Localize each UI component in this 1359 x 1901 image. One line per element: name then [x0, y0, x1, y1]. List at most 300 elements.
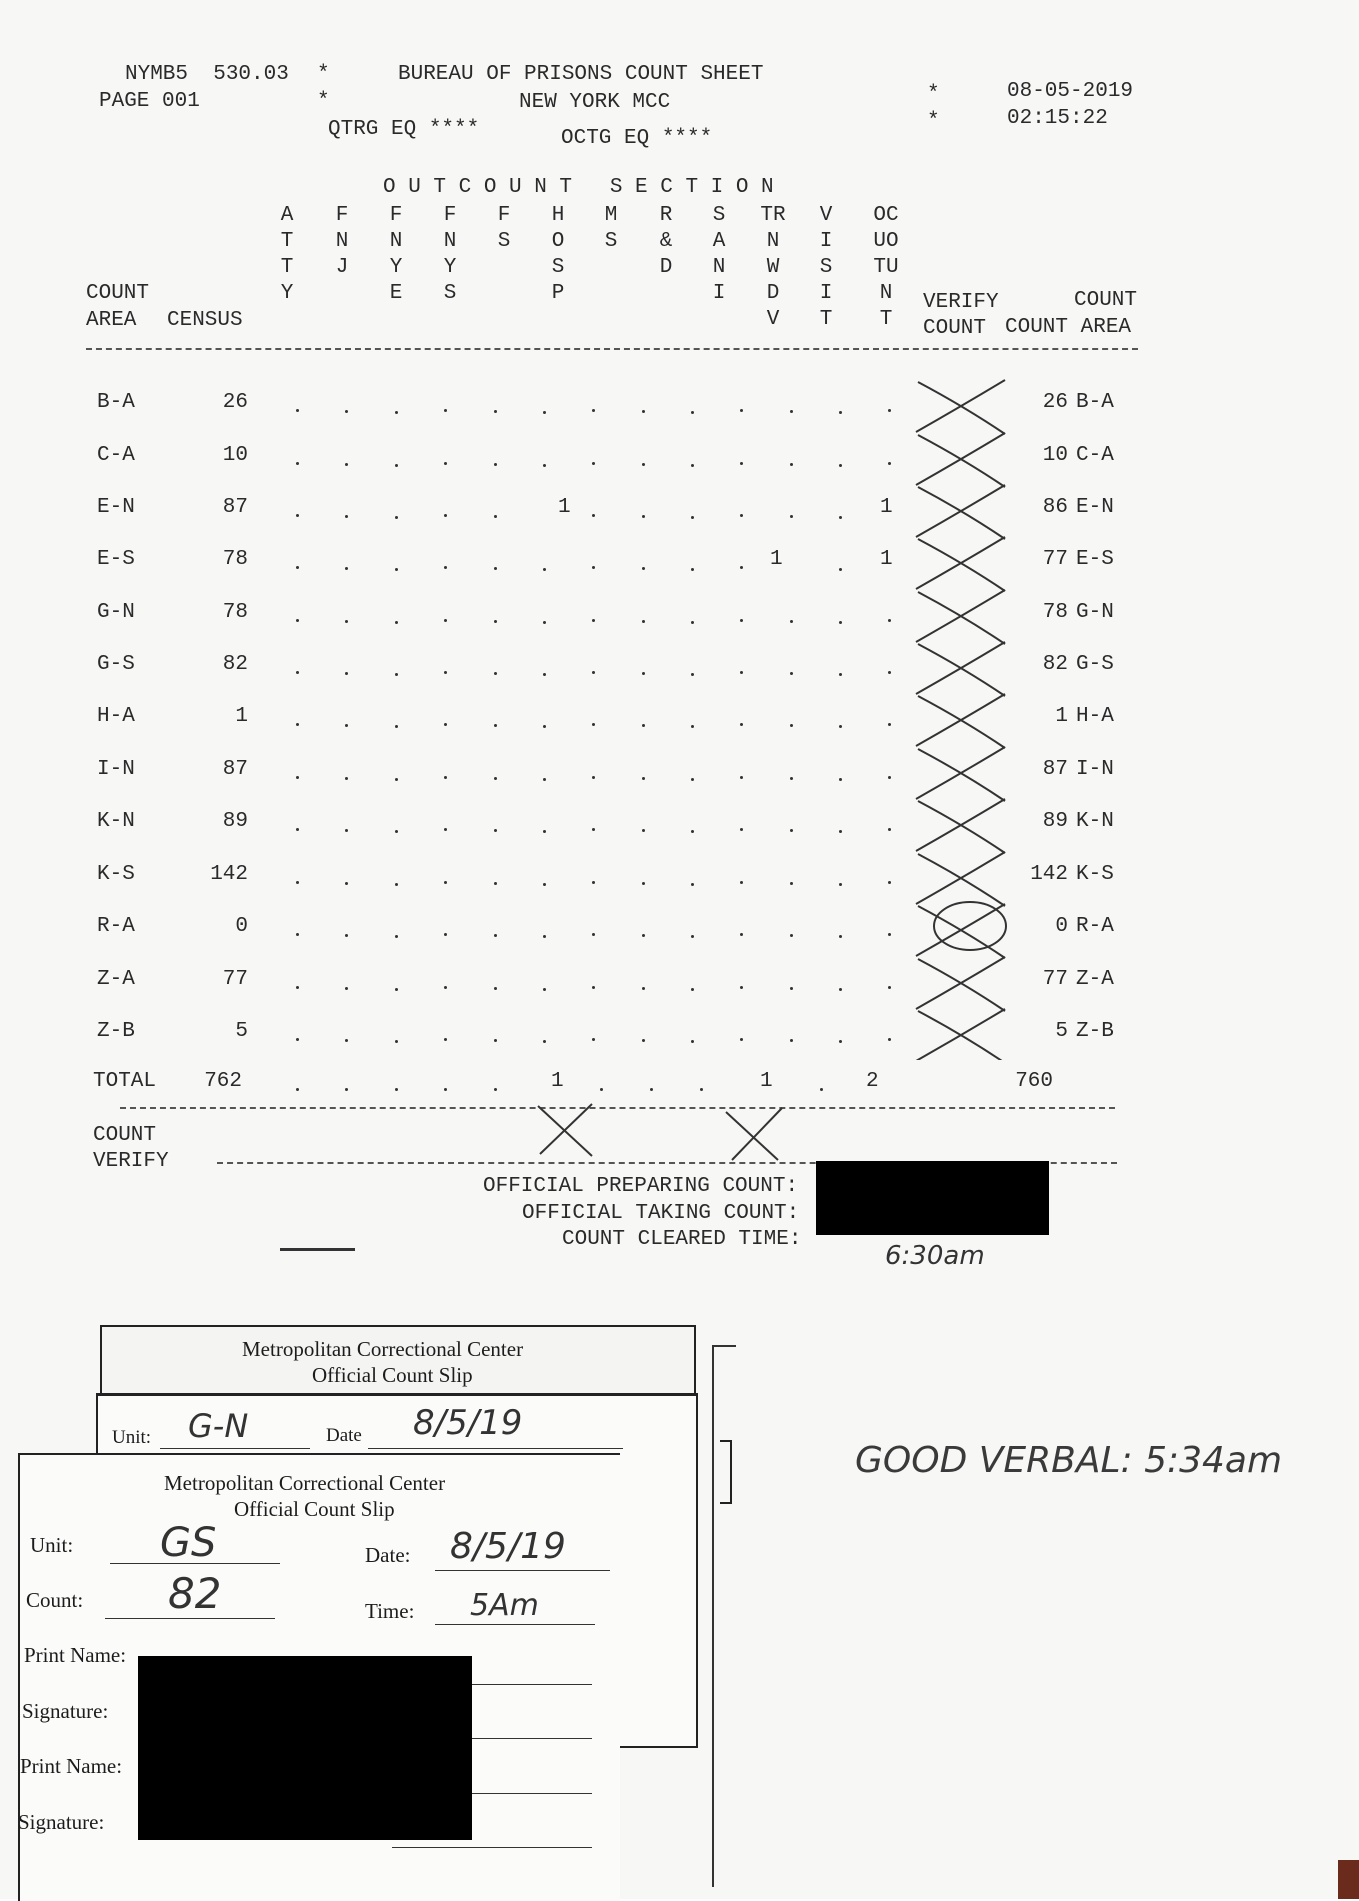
leader-dot [740, 776, 743, 779]
row-count-area: I-N [97, 758, 135, 781]
total-hosp: 1 [551, 1070, 564, 1093]
leader-dot [296, 881, 299, 884]
outcount-column-header-letter: V [766, 308, 780, 331]
total-count: 760 [1015, 1070, 1053, 1093]
leader-dot [691, 935, 694, 938]
verify-count-label: VERIFY [923, 291, 999, 314]
row-count: 89 [1042, 810, 1069, 833]
leader-dot [395, 988, 398, 991]
row-census: 78 [222, 601, 249, 624]
leader-dot [888, 828, 891, 831]
leader-dot [543, 1040, 546, 1043]
row-count-area: B-A [97, 391, 135, 414]
leader-dot [740, 986, 743, 989]
row-census: 78 [222, 548, 249, 571]
leader-dot [592, 828, 595, 831]
leader-dot [395, 883, 398, 886]
outcount-section-title: O U T C O U N T S E C T I O N [383, 176, 774, 199]
row-count-area: G-N [97, 601, 135, 624]
leader-dot [740, 671, 743, 674]
outcount-column-header-letter: W [766, 256, 780, 279]
leader-dot [888, 619, 891, 622]
count-slip-front [18, 1453, 620, 1901]
leader-dot [494, 1039, 497, 1042]
row-count-area-right: G-S [1076, 653, 1114, 676]
leader-dot [691, 673, 694, 676]
row-count: 77 [1042, 968, 1069, 991]
page-corner-fragment [1338, 1860, 1359, 1899]
outcount-column-header-letter: D [659, 256, 673, 279]
row-count: 1 [1055, 705, 1068, 728]
leader-dot [296, 986, 299, 989]
row-count-area-right: I-N [1076, 758, 1114, 781]
verify-x-mark [916, 747, 1005, 801]
leader-dot [494, 882, 497, 885]
outcount-column-header-letter: M [604, 204, 618, 227]
official-taking-label: OFFICIAL TAKING COUNT: [522, 1202, 800, 1225]
slip-signature-label: Signature: [22, 1699, 109, 1723]
outcount-column-header-letter: H [551, 204, 565, 227]
leader-dot [345, 1088, 348, 1091]
leader-dot [444, 1088, 447, 1091]
leader-dot [839, 411, 842, 414]
outcount-column-header-letter: S [819, 256, 833, 279]
slip-unit-label: Unit: [112, 1427, 152, 1448]
good-verbal-note: GOOD VERBAL: 5:34am [855, 1440, 1283, 1481]
slip-date-value: 8/5/19 [450, 1526, 566, 1567]
slip-signature-label: Signature: [18, 1810, 105, 1834]
verify-count-label: COUNT [923, 317, 987, 340]
count-label: COUNT [1074, 289, 1138, 312]
leader-dot [642, 829, 645, 832]
total-census: 762 [204, 1070, 242, 1093]
row-census: 87 [222, 496, 249, 519]
row-count: 142 [1030, 863, 1068, 886]
leader-dot [740, 881, 743, 884]
outcount-column-header-letter: A [712, 230, 726, 253]
leader-dot [494, 463, 497, 466]
leader-dot [691, 621, 694, 624]
leader-dot [820, 1088, 823, 1091]
outcount-column-header-letter: F [335, 204, 349, 227]
leader-dot [494, 777, 497, 780]
leader-dot [296, 462, 299, 465]
leader-dot [790, 620, 793, 623]
leader-dot [839, 1040, 842, 1043]
leader-dot [600, 1088, 603, 1091]
leader-dot [395, 1088, 398, 1091]
leader-dot [296, 828, 299, 831]
leader-dot [543, 988, 546, 991]
outcount-column-header-letter: P [551, 282, 565, 305]
verify-x-mark [916, 590, 1005, 644]
outcount-column-header-letter: R [659, 204, 673, 227]
slip-unit-value: G-N [188, 1407, 249, 1445]
verify-x-mark [916, 537, 1005, 591]
leader-dot [839, 621, 842, 624]
leader-dot [790, 672, 793, 675]
leader-dot [345, 567, 348, 570]
row-count-area-right: G-N [1076, 601, 1114, 624]
leader-dot [592, 409, 595, 412]
slip-date-value: 8/5/19 [413, 1403, 523, 1443]
leader-dot [839, 883, 842, 886]
census-label: CENSUS [167, 309, 243, 332]
leader-dot [839, 568, 842, 571]
leader-dot [691, 464, 694, 467]
leader-dot [444, 1038, 447, 1041]
leader-dot [543, 568, 546, 571]
leader-dot [592, 723, 595, 726]
sheet-title: BUREAU OF PRISONS COUNT SHEET [398, 63, 764, 86]
outcount-column-header-letter: S [443, 282, 457, 305]
row-out-count: 1 [880, 496, 893, 519]
leader-dot [650, 1088, 653, 1091]
page-number: PAGE 001 [99, 90, 200, 113]
leader-dot [790, 410, 793, 413]
outcount-column-header-letter: N [712, 256, 726, 279]
row-count-area: K-S [97, 863, 135, 886]
leader-dot [296, 933, 299, 936]
outcount-column-header-letter: T [280, 230, 294, 253]
row-count: 10 [1042, 444, 1069, 467]
row-count-area-right: E-S [1076, 548, 1114, 571]
leader-dot [888, 723, 891, 726]
row-count: 82 [1042, 653, 1069, 676]
slip-print-name-label: Print Name: [20, 1754, 123, 1778]
count-area-right-label: COUNT AREA [1005, 316, 1132, 339]
outcount-column-header-letter: Y [389, 256, 403, 279]
leader-dot [691, 568, 694, 571]
row-count: 77 [1042, 548, 1069, 571]
slip-unit-label: Unit: [30, 1533, 74, 1557]
leader-dot [345, 672, 348, 675]
leader-dot [740, 514, 743, 517]
outcount-column-header-letter: A [280, 204, 294, 227]
row-census: 5 [235, 1020, 248, 1043]
leader-dot [888, 1038, 891, 1041]
leader-dot [642, 777, 645, 780]
verify-x-mark [720, 1104, 790, 1164]
leader-dot [592, 566, 595, 569]
header-star: * [317, 63, 330, 86]
leader-dot [592, 514, 595, 517]
leader-dot [740, 409, 743, 412]
row-count-area-right: Z-B [1076, 1020, 1114, 1043]
row-census: 77 [222, 968, 249, 991]
leader-dot [691, 516, 694, 519]
leader-dot [494, 987, 497, 990]
leader-dot [345, 620, 348, 623]
row-count-area: Z-A [97, 968, 135, 991]
leader-dot [790, 829, 793, 832]
leader-dot [691, 778, 694, 781]
leader-dot [740, 566, 743, 569]
verify-x-mark [916, 433, 1005, 487]
row-count-area: E-N [97, 496, 135, 519]
outcount-column-header-letter: Y [280, 282, 294, 305]
leader-dot [691, 1040, 694, 1043]
outcount-column-header-letter: T [819, 308, 833, 331]
row-count: 26 [1042, 391, 1069, 414]
leader-dot [592, 986, 595, 989]
leader-dot [345, 934, 348, 937]
leader-dot [691, 988, 694, 991]
leader-dot [345, 829, 348, 832]
slip-date-label: Date [326, 1425, 362, 1446]
slip-count-line [105, 1618, 275, 1619]
row-trn-outcount: 1 [770, 548, 783, 571]
leader-dot [543, 883, 546, 886]
leader-dot [395, 935, 398, 938]
outcount-column-header-letter: N [766, 230, 780, 253]
leader-dot [592, 671, 595, 674]
leader-dot [888, 776, 891, 779]
row-count: 86 [1042, 496, 1069, 519]
leader-dot [494, 1088, 497, 1091]
leader-dot [345, 882, 348, 885]
row-census: 26 [222, 391, 249, 414]
leader-dot [790, 515, 793, 518]
row-count-area-right: K-S [1076, 863, 1114, 886]
row-count: 5 [1055, 1020, 1068, 1043]
redaction-box [816, 1161, 1049, 1235]
leader-dot [444, 409, 447, 412]
slip-unit-value: GS [160, 1520, 217, 1566]
slip-date-line [435, 1570, 610, 1571]
leader-dot [592, 619, 595, 622]
verify-count-check-marks [910, 370, 1020, 1060]
verify-x-mark [916, 957, 1005, 1011]
total-label: TOTAL [93, 1070, 157, 1093]
header-star: * [927, 83, 940, 106]
leader-dot [543, 830, 546, 833]
outcount-column-header-letter: F [389, 204, 403, 227]
outcount-column-header-letter: T [280, 256, 294, 279]
slip-date-label: Date: [365, 1543, 411, 1567]
leader-dot [642, 1039, 645, 1042]
leader-dot [740, 828, 743, 831]
slip-time-line [435, 1624, 595, 1625]
outcount-column-header-letter: & [659, 230, 673, 253]
outcount-column-header-letter: I [819, 230, 833, 253]
outcount-column-header-letter: TR [760, 204, 786, 227]
row-count-area-right: E-N [1076, 496, 1114, 519]
outcount-column-header-letter: O [551, 230, 565, 253]
count-slip-back-header [100, 1325, 696, 1397]
leader-dot [444, 462, 447, 465]
leader-dot [395, 1040, 398, 1043]
leader-dot [444, 986, 447, 989]
leader-dot [700, 1088, 703, 1091]
row-count-area: G-S [97, 653, 135, 676]
row-count-area-right: Z-A [1076, 968, 1114, 991]
outcount-column-header-letter: I [819, 282, 833, 305]
outcount-column-header-letter: S [604, 230, 618, 253]
leader-dot [296, 514, 299, 517]
official-preparing-label: OFFICIAL PREPARING COUNT: [483, 1175, 799, 1198]
outcount-column-header-letter: I [712, 282, 726, 305]
leader-dot [345, 410, 348, 413]
leader-dot [395, 621, 398, 624]
leader-dot [592, 776, 595, 779]
row-count-area-right: B-A [1076, 391, 1114, 414]
row-count-area: C-A [97, 444, 135, 467]
leader-dot [642, 515, 645, 518]
leader-dot [888, 409, 891, 412]
leader-dot [839, 778, 842, 781]
row-count-area-right: C-A [1076, 444, 1114, 467]
leader-dot [345, 515, 348, 518]
leader-dot [296, 566, 299, 569]
outcount-column-header-letter: F [443, 204, 457, 227]
leader-dot [888, 671, 891, 674]
total-out-count: 2 [866, 1070, 879, 1093]
slip-subtitle: Official Count Slip [234, 1497, 395, 1521]
outcount-column-header-letter: D [766, 282, 780, 305]
leader-dot [839, 516, 842, 519]
count-area-label: COUNT [86, 282, 150, 305]
leader-dot [642, 463, 645, 466]
leader-dot [592, 462, 595, 465]
slip-line [392, 1847, 592, 1848]
sheet-time: 02:15:22 [1007, 107, 1108, 130]
verify-x-mark [530, 1100, 600, 1160]
leader-dot [888, 986, 891, 989]
leader-dot [444, 514, 447, 517]
leader-dot [642, 620, 645, 623]
leader-dot [444, 828, 447, 831]
row-census: 0 [235, 915, 248, 938]
leader-dot [543, 673, 546, 676]
outcount-column-header-letter: E [389, 282, 403, 305]
leader-dot [395, 411, 398, 414]
leader-dot [395, 725, 398, 728]
leader-dot [494, 515, 497, 518]
row-count: 78 [1042, 601, 1069, 624]
sheet-code: NYMB5 530.03 [125, 63, 289, 86]
leader-dot [839, 464, 842, 467]
row-count-area-right: H-A [1076, 705, 1114, 728]
leader-dot [790, 987, 793, 990]
slip-subtitle: Official Count Slip [312, 1363, 473, 1387]
outcount-column-header-letter: S [712, 204, 726, 227]
leader-dot [592, 1038, 595, 1041]
row-census: 87 [222, 758, 249, 781]
header-star: * [927, 110, 940, 133]
verify-x-mark [916, 852, 1005, 906]
facility-name: NEW YORK MCC [519, 91, 671, 114]
leader-dot [592, 933, 595, 936]
leader-dot [839, 673, 842, 676]
verify-x-mark [916, 642, 1005, 696]
outcount-column-header-letter: N [879, 282, 893, 305]
leader-dot [790, 1039, 793, 1042]
leader-dot [543, 778, 546, 781]
leader-dot [642, 934, 645, 937]
row-hosp-outcount: 1 [558, 496, 571, 519]
outcount-column-header-letter: F [497, 204, 511, 227]
leader-dot [691, 830, 694, 833]
verify-x-mark [916, 380, 1005, 434]
leader-dot [345, 777, 348, 780]
row-count: 87 [1042, 758, 1069, 781]
outcount-column-header-letter: N [443, 230, 457, 253]
leader-dot [494, 567, 497, 570]
outcount-column-header-letter: S [497, 230, 511, 253]
leader-dot [296, 619, 299, 622]
leader-dot [395, 673, 398, 676]
leader-dot [395, 568, 398, 571]
outcount-column-header-letter: TU [873, 256, 899, 279]
slip-title: Metropolitan Correctional Center [242, 1337, 524, 1361]
leader-dot [790, 463, 793, 466]
redaction-box [138, 1656, 472, 1840]
leader-dot [740, 619, 743, 622]
leader-dot [494, 829, 497, 832]
row-census: 10 [222, 444, 249, 467]
row-census: 89 [222, 810, 249, 833]
leader-dot [642, 724, 645, 727]
leader-dot [494, 410, 497, 413]
row-count-area-right: R-A [1076, 915, 1114, 938]
stray-mark [280, 1248, 355, 1251]
leader-dot [494, 934, 497, 937]
leader-dot [444, 671, 447, 674]
leader-dot [543, 411, 546, 414]
verify-x-mark [916, 799, 1005, 853]
leader-dot [494, 620, 497, 623]
outcount-column-header-letter: OC [873, 204, 899, 227]
row-count-area: E-S [97, 548, 135, 571]
leader-dot [543, 621, 546, 624]
outcount-column-header-letter: N [389, 230, 403, 253]
leader-dot [790, 934, 793, 937]
outcount-column-header-letter: V [819, 204, 833, 227]
slip-unit-line [160, 1448, 310, 1449]
leader-dot [395, 778, 398, 781]
total-divider [120, 1107, 1115, 1109]
leader-dot [839, 988, 842, 991]
leader-dot [444, 566, 447, 569]
outcount-column-header-letter: Y [443, 256, 457, 279]
leader-dot [296, 723, 299, 726]
leader-dot [543, 725, 546, 728]
slip-count-value: 82 [168, 1569, 222, 1618]
verify-x-mark [916, 694, 1005, 748]
count-verify-label: COUNT [93, 1124, 157, 1147]
sheet-date: 08-05-2019 [1007, 80, 1134, 103]
row-count-area: K-N [97, 810, 135, 833]
qtrg-equation: QTRG EQ **** [328, 118, 480, 141]
slip-count-label: Count: [26, 1588, 84, 1612]
verify-x-mark [916, 1009, 1005, 1060]
leader-dot [444, 933, 447, 936]
leader-dot [740, 723, 743, 726]
leader-dot [642, 567, 645, 570]
count-verify-label: VERIFY [93, 1150, 169, 1173]
total-trn: 1 [760, 1070, 773, 1093]
header-divider [86, 348, 1138, 350]
leader-dot [444, 776, 447, 779]
leader-dot [790, 724, 793, 727]
leader-dot [296, 776, 299, 779]
leader-dot [296, 1088, 299, 1091]
header-star: * [317, 90, 330, 113]
leader-dot [888, 933, 891, 936]
outcount-column-header-letter: N [335, 230, 349, 253]
leader-dot [691, 411, 694, 414]
